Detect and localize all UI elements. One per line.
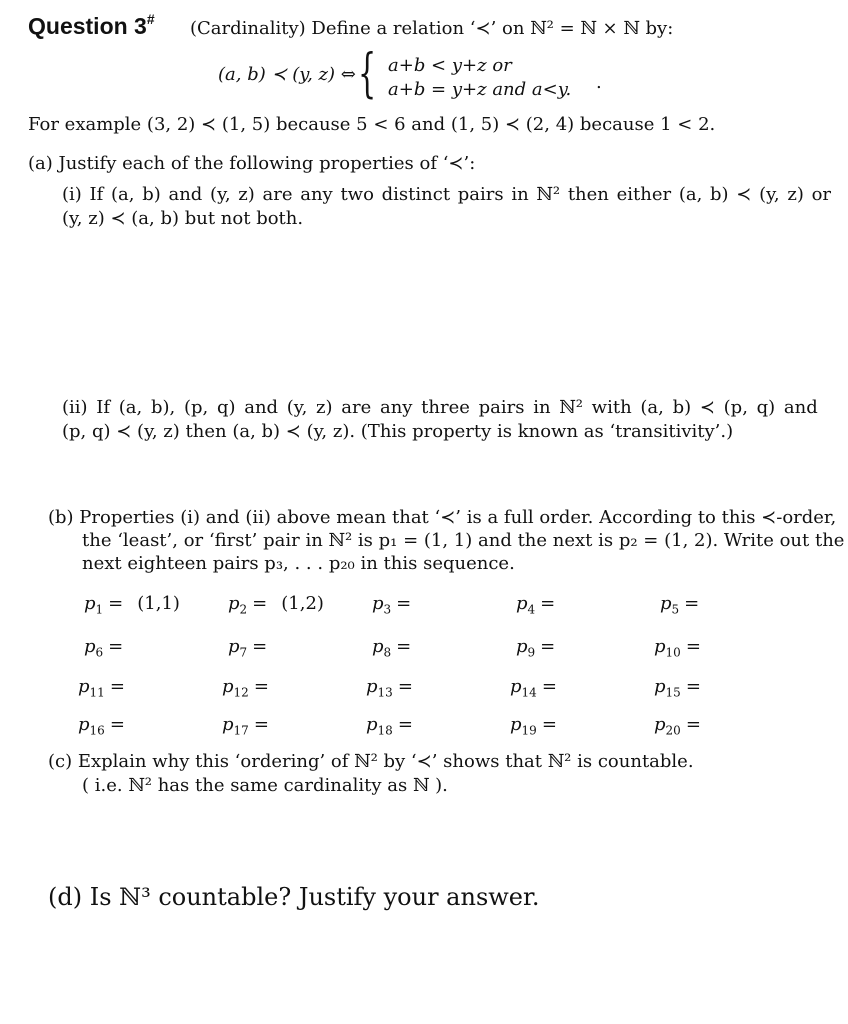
pair-label: $p_{15}$ bbox=[654, 676, 681, 700]
pair-cell bbox=[510, 676, 571, 704]
definition-case-1: a+b < y+z or bbox=[388, 55, 512, 76]
pair-equals: = bbox=[685, 714, 701, 735]
part-b-line-1: (b) Properties (i) and (ii) above mean that ‘≺’ is a full order. According to this ≺-order, bbox=[48, 507, 837, 528]
pair-cell bbox=[84, 593, 180, 621]
pair-label: $p_{10}$ bbox=[654, 636, 681, 660]
pair-cell bbox=[372, 593, 425, 621]
pair-equals: = bbox=[396, 593, 412, 614]
pair-cell bbox=[228, 593, 324, 621]
part-c-line-1: (c) Explain why this ‘ordering’ of ℕ² by ‘≺’ shows that ℕ² is countable. bbox=[48, 751, 694, 772]
pair-equals: = bbox=[397, 676, 413, 697]
pair-equals: = bbox=[108, 593, 124, 614]
part-a-ii-line-2: (p, q) ≺ (y, z) then (a, b) ≺ (y, z). (This property is known as ‘transitivity’.) bbox=[62, 421, 734, 442]
part-a-i-line-1: (i) If (a, b) and (y, z) are any two distinct pairs in ℕ² then either (a, b) ≺ (y, z) or bbox=[62, 184, 832, 205]
pair-equals: = bbox=[685, 676, 701, 697]
part-b-line-2: the ‘least’, or ‘first’ pair in ℕ² is p₁ = (1, 1) and the next is p₂ = (1, 2). Write out the bbox=[82, 530, 845, 551]
pair-equals: = bbox=[252, 636, 268, 657]
pair-label: $p_8$ bbox=[372, 636, 392, 660]
pair-cell bbox=[654, 676, 715, 704]
pair-cell bbox=[660, 593, 713, 621]
pair-cell bbox=[654, 636, 715, 664]
part-a-intro: (a) Justify each of the following properties of ‘≺’: bbox=[28, 153, 476, 174]
definition-case-2: a+b = y+z and a<y. bbox=[388, 79, 572, 100]
pair-cell bbox=[654, 714, 715, 742]
pair-cell bbox=[372, 636, 425, 664]
pair-cell bbox=[366, 714, 427, 742]
example-text: For example (3, 2) ≺ (1, 5) because 5 < 6 and (1, 5) ≺ (2, 4) because 1 < 2. bbox=[28, 114, 716, 135]
pair-label: $p_4$ bbox=[516, 593, 536, 617]
pair-value: (1,2) bbox=[281, 593, 324, 614]
pair-label: $p_9$ bbox=[516, 636, 536, 660]
pair-equals: = bbox=[253, 676, 269, 697]
pair-cell bbox=[78, 676, 139, 704]
definition-brace: { bbox=[358, 44, 377, 104]
pair-cell bbox=[84, 636, 137, 664]
pair-equals: = bbox=[397, 714, 413, 735]
pair-cell bbox=[516, 593, 569, 621]
pair-cell bbox=[510, 714, 571, 742]
question-title bbox=[28, 13, 155, 40]
question-intro: (Cardinality) Define a relation ‘≺’ on ℕ² = ℕ × ℕ by: bbox=[190, 18, 674, 39]
part-b-line-3: next eighteen pairs p₃, . . . p₂₀ in this sequence. bbox=[82, 553, 515, 574]
question-label: Question 3 bbox=[28, 13, 147, 39]
pair-label: $p_{17}$ bbox=[222, 714, 249, 738]
definition-lhs: (a, b) ≺ (y, z) ⇔ bbox=[218, 64, 356, 85]
pair-label: $p_{20}$ bbox=[654, 714, 681, 738]
pair-equals: = bbox=[109, 676, 125, 697]
pair-value: (1,1) bbox=[137, 593, 180, 614]
pair-equals: = bbox=[541, 714, 557, 735]
pair-equals: = bbox=[396, 636, 412, 657]
pair-equals: = bbox=[540, 593, 556, 614]
pair-label: $p_{11}$ bbox=[78, 676, 105, 700]
pair-label: $p_2$ bbox=[228, 593, 248, 617]
pair-equals: = bbox=[541, 676, 557, 697]
question-mark: # bbox=[146, 11, 155, 27]
pair-label: $p_{19}$ bbox=[510, 714, 537, 738]
pair-cell bbox=[222, 714, 283, 742]
part-d-text: (d) Is ℕ³ countable? Justify your answer. bbox=[48, 883, 540, 911]
pair-label: $p_{13}$ bbox=[366, 676, 393, 700]
pair-label: $p_6$ bbox=[84, 636, 104, 660]
pair-label: $p_7$ bbox=[228, 636, 248, 660]
pair-equals: = bbox=[252, 593, 268, 614]
pair-equals: = bbox=[684, 593, 700, 614]
pair-label: $p_{16}$ bbox=[78, 714, 105, 738]
pair-label: $p_{18}$ bbox=[366, 714, 393, 738]
part-a-i-line-2: (y, z) ≺ (a, b) but not both. bbox=[62, 208, 304, 229]
pair-equals: = bbox=[109, 714, 125, 735]
definition-trailing-dot: . bbox=[596, 72, 602, 93]
pair-label: $p_3$ bbox=[372, 593, 392, 617]
pair-label: $p_5$ bbox=[660, 593, 680, 617]
pair-cell bbox=[228, 636, 281, 664]
pair-cell bbox=[366, 676, 427, 704]
pair-label: $p_{12}$ bbox=[222, 676, 249, 700]
pair-equals: = bbox=[253, 714, 269, 735]
part-a-ii-line-1: (ii) If (a, b), (p, q) and (y, z) are any three pairs in ℕ² with (a, b) ≺ (p, q) and bbox=[62, 397, 818, 418]
pair-label: $p_1$ bbox=[84, 593, 104, 617]
pair-equals: = bbox=[108, 636, 124, 657]
pair-equals: = bbox=[685, 636, 701, 657]
pair-cell bbox=[222, 676, 283, 704]
pair-equals: = bbox=[540, 636, 556, 657]
pair-label: $p_{14}$ bbox=[510, 676, 537, 700]
pair-cell bbox=[78, 714, 139, 742]
part-c-line-2: ( i.e. ℕ² has the same cardinality as ℕ ). bbox=[82, 775, 448, 796]
pair-cell bbox=[516, 636, 569, 664]
